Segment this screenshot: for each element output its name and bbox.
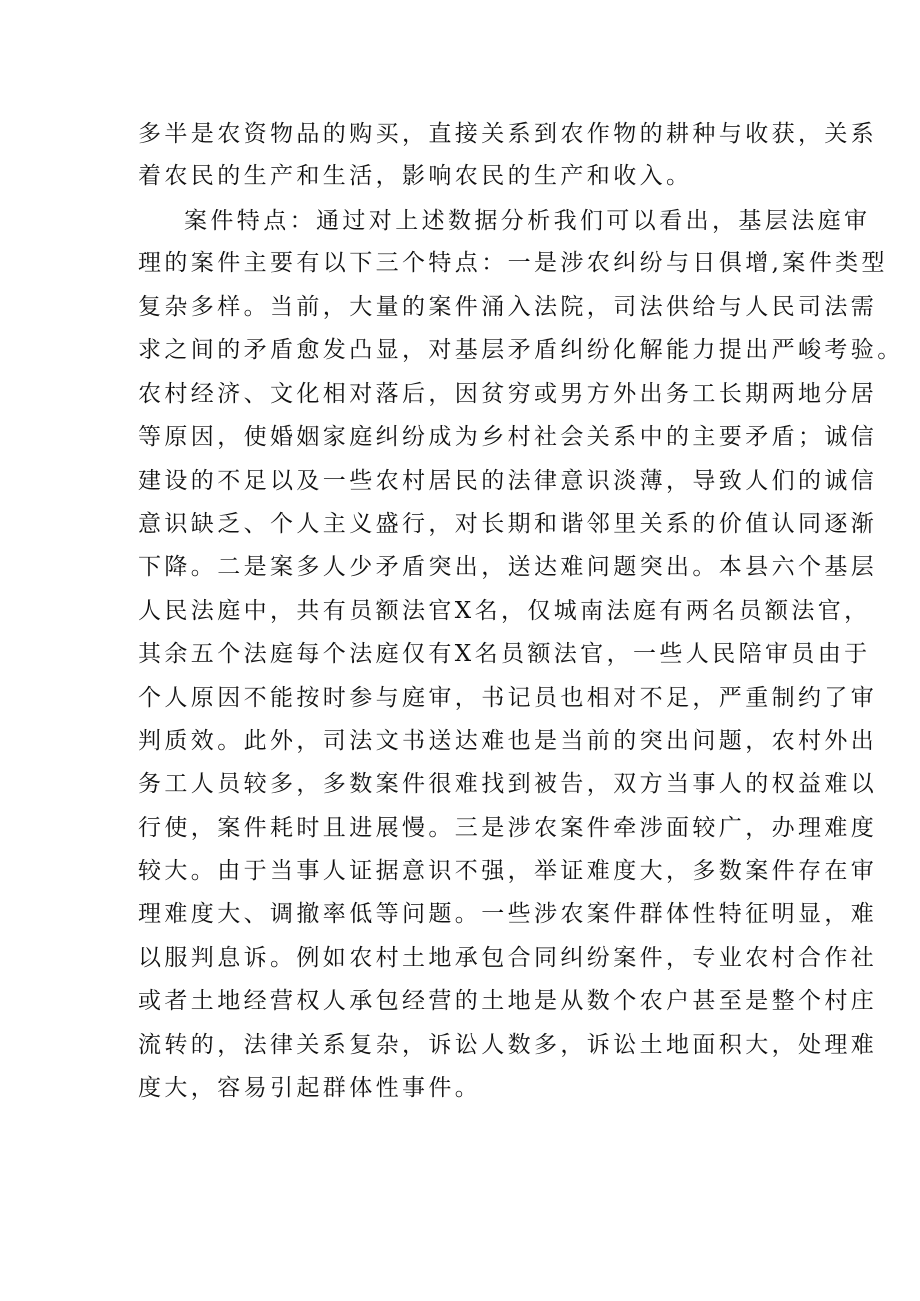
text-line: 理难度大、调撤率低等问题。一些涉农案件群体性特征明显，难	[138, 901, 878, 927]
text-line: 多半是农资物品的购买，直接关系到农作物的耕种与收获，关系	[138, 121, 878, 147]
text-line: 下降。二是案多人少矛盾突出，送达难问题突出。本县六个基层	[138, 554, 878, 580]
text-line: 人民法庭中，共有员额法官X名，仅城南法庭有两名员额法官，	[138, 598, 871, 624]
paragraph-start-line: 案件特点：通过对上述数据分析我们可以看出，基层法庭审	[184, 208, 871, 234]
text-line: 其余五个法庭每个法庭仅有X名员额法官，一些人民陪审员由于	[138, 641, 871, 667]
text-line: 流转的，法律关系复杂，诉讼人数多，诉讼土地面积大，处理难	[138, 1032, 878, 1058]
text-line: 度大，容易引起群体性事件。	[138, 1075, 482, 1101]
text-line: 农村经济、文化相对落后，因贫穷或男方外出务工长期两地分居	[138, 381, 878, 407]
text-line: 务工人员较多，多数案件很难找到被告，双方当事人的权益难以	[138, 771, 878, 797]
text-line: 求之间的矛盾愈发凸显，对基层矛盾纠纷化解能力提出严峻考验。	[138, 337, 904, 363]
text-line: 意识缺乏、个人主义盛行，对长期和谐邻里关系的价值认同逐渐	[138, 511, 878, 537]
text-line: 着农民的生产和生活，影响农民的生产和收入。	[138, 163, 693, 189]
text-line: 等原因，使婚姻家庭纠纷成为乡村社会关系中的主要矛盾；诚信	[138, 424, 878, 450]
text-line: 较大。由于当事人证据意识不强，举证难度大，多数案件存在审	[138, 858, 878, 884]
text-line: 理的案件主要有以下三个特点：一是涉农纠纷与日俱增,案件类型	[138, 250, 888, 276]
text-line: 行使，案件耗时且进展慢。三是涉农案件牵涉面较广，办理难度	[138, 815, 878, 841]
text-line: 或者土地经营权人承包经营的土地是从数个农户甚至是整个村庄	[138, 988, 878, 1014]
text-line: 建设的不足以及一些农村居民的法律意识淡薄，导致人们的诚信	[138, 468, 878, 494]
text-line: 复杂多样。当前，大量的案件涌入法院，司法供给与人民司法需	[138, 294, 878, 320]
text-line: 以服判息诉。例如农村土地承包合同纠纷案件，专业农村合作社	[138, 945, 878, 971]
text-line: 个人原因不能按时参与庭审，书记员也相对不足，严重制约了审	[138, 685, 878, 711]
text-line: 判质效。此外，司法文书送达难也是当前的突出问题，农村外出	[138, 728, 878, 754]
